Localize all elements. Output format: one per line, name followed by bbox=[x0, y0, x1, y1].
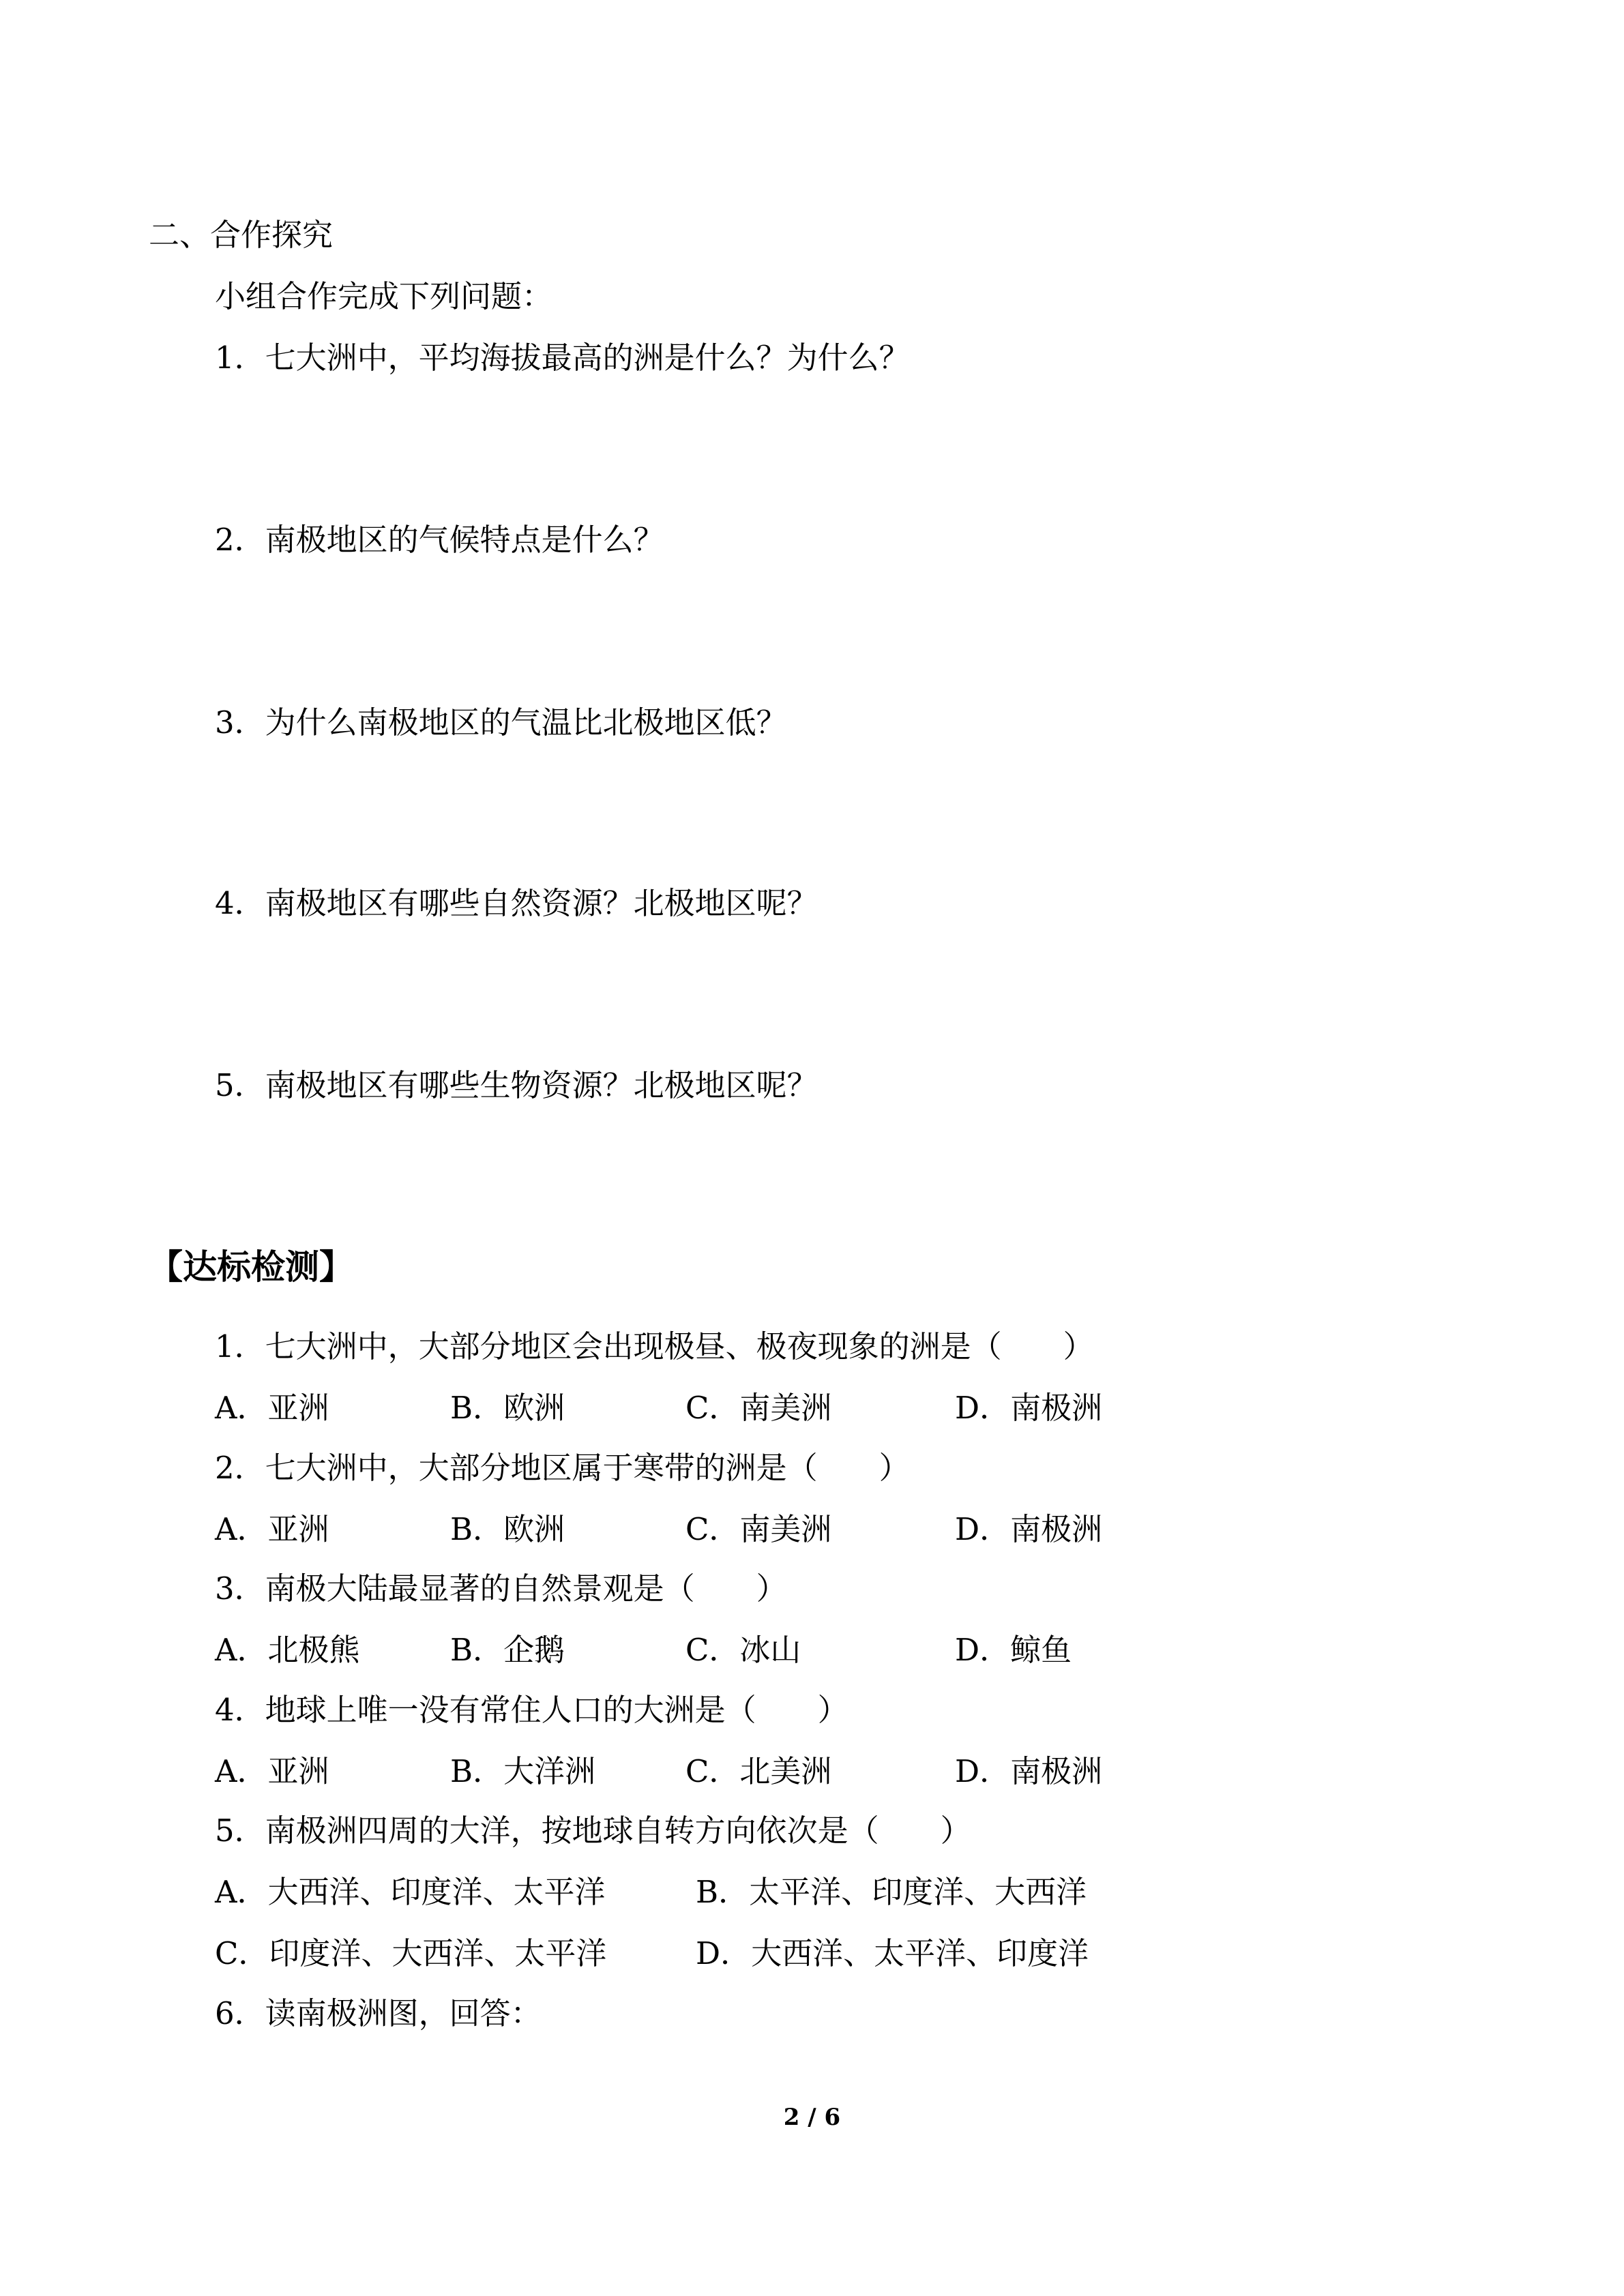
quiz-1-option-c: C．南美洲 bbox=[685, 1390, 832, 1426]
quiz-4-option-d: D．南极洲 bbox=[955, 1753, 1103, 1789]
quiz-5-option-c: C．印度洋、大西洋、太平洋 bbox=[215, 1935, 607, 1971]
quiz-2-option-c: C．南美洲 bbox=[685, 1511, 832, 1547]
quiz-1-option-b: B．欧洲 bbox=[450, 1390, 565, 1426]
quiz-question-4: 4．地球上唯一没有常住人口的大洲是（ ） bbox=[215, 1692, 848, 1728]
section-heading-assessment: 【达标检测】 bbox=[149, 1247, 353, 1287]
section-intro: 小组合作完成下列问题： bbox=[215, 278, 553, 314]
inquiry-question-3: 3．为什么南极地区的气温比北极地区低？ bbox=[215, 704, 787, 741]
quiz-2-option-d: D．南极洲 bbox=[955, 1511, 1103, 1547]
quiz-5-option-a: A．大西洋、印度洋、太平洋 bbox=[215, 1874, 606, 1910]
quiz-4-option-c: C．北美洲 bbox=[685, 1753, 832, 1789]
quiz-3-option-d: D．鲸鱼 bbox=[955, 1632, 1072, 1668]
quiz-4-option-a: A．亚洲 bbox=[215, 1753, 329, 1789]
inquiry-question-4: 4．南极地区有哪些自然资源？北极地区呢？ bbox=[215, 885, 818, 921]
quiz-question-1: 1．七大洲中，大部分地区会出现极昼、极夜现象的洲是（ ） bbox=[215, 1328, 1094, 1365]
inquiry-question-1: 1．七大洲中，平均海拔最高的洲是什么？为什么？ bbox=[215, 340, 910, 376]
quiz-question-3: 3．南极大陆最显著的自然景观是（ ） bbox=[215, 1570, 787, 1607]
quiz-5-option-b: B．太平洋、印度洋、大西洋 bbox=[696, 1874, 1087, 1910]
section-heading-cooperative-inquiry: 二、合作探究 bbox=[149, 217, 334, 253]
inquiry-question-5: 5．南极地区有哪些生物资源？北极地区呢？ bbox=[215, 1067, 818, 1103]
quiz-2-option-a: A．亚洲 bbox=[215, 1511, 329, 1547]
page-number: 2 / 6 bbox=[783, 2104, 841, 2131]
quiz-1-option-a: A．亚洲 bbox=[215, 1390, 329, 1426]
quiz-3-option-a: A．北极熊 bbox=[215, 1632, 360, 1668]
quiz-3-option-c: C．冰山 bbox=[685, 1632, 801, 1668]
inquiry-question-2: 2．南极地区的气候特点是什么？ bbox=[215, 522, 664, 558]
quiz-question-5: 5．南极洲四周的大洋，按地球自转方向依次是（ ） bbox=[215, 1813, 971, 1849]
quiz-5-option-d: D．大西洋、太平洋、印度洋 bbox=[696, 1935, 1089, 1971]
quiz-question-6: 6．读南极洲图，回答： bbox=[215, 1995, 542, 2031]
quiz-question-2: 2．七大洲中，大部分地区属于寒带的洲是（ ） bbox=[215, 1450, 910, 1486]
quiz-1-option-d: D．南极洲 bbox=[955, 1390, 1103, 1426]
quiz-2-option-b: B．欧洲 bbox=[450, 1511, 565, 1547]
quiz-3-option-b: B．企鹅 bbox=[450, 1632, 565, 1668]
quiz-4-option-b: B．大洋洲 bbox=[450, 1753, 596, 1789]
